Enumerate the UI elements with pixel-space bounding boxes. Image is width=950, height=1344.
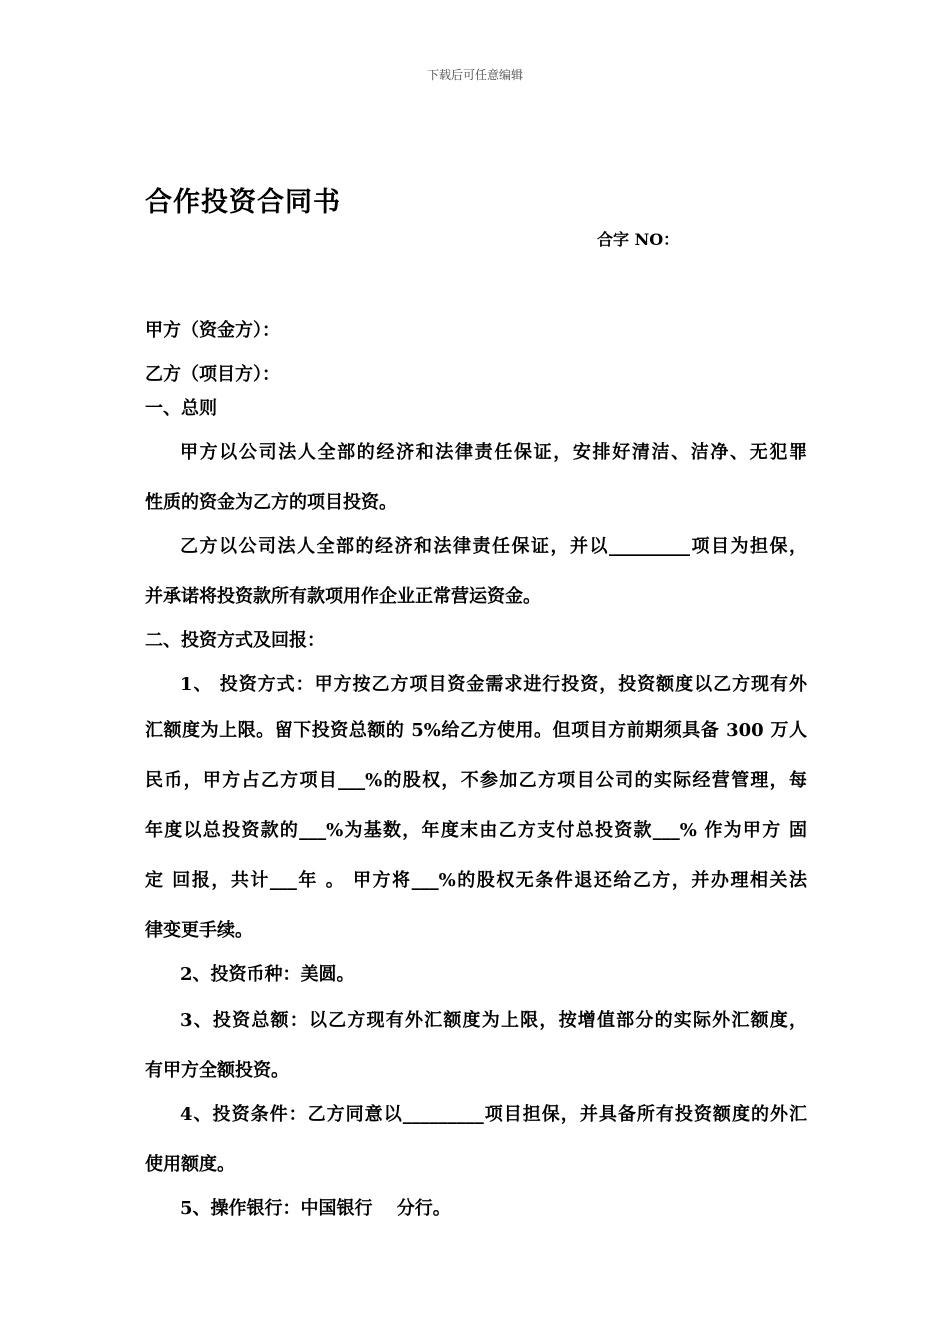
investment-item-3-line-1: 3、投资总额：以乙方现有外汇额度为上限，按增值部分的实际外汇额度，	[180, 1010, 807, 1031]
section-general-heading: 一、总则	[145, 398, 217, 419]
party-b-label: 乙方（项目方）：	[145, 364, 280, 385]
investment-item-4-line-2: 使用额度。	[145, 1154, 235, 1175]
investment-item-1-line-2: 汇额度为上限。留下投资总额的 5%给乙方使用。但项目方前期须具备 300 万人	[145, 720, 807, 741]
investment-item-1-line-4: 年度以总投资款的___%为基数，年度末由乙方支付总投资款___% 作为甲方 固	[145, 820, 807, 841]
investment-item-4-line-1: 4、投资条件：乙方同意以_________项目担保，并具备所有投资额度的外汇	[180, 1104, 807, 1125]
general-paragraph-2-line-1: 乙方以公司法人全部的经济和法律责任保证，并以_________项目为担保，	[180, 536, 807, 557]
general-paragraph-2-line-2: 并承诺将投资款所有款项用作企业正常营运资金。	[145, 586, 541, 607]
general-paragraph-1-line-2: 性质的资金为乙方的项目投资。	[145, 492, 397, 513]
investment-item-1-line-3: 民币，甲方占乙方项目___%的股权，不参加乙方项目公司的实际经营管理，每	[145, 770, 807, 791]
investment-item-1-line-5: 定 回报，共计___年 。 甲方将___%的股权无条件退还给乙方，并办理相关法	[145, 870, 807, 891]
investment-item-1-line-1: 1、 投资方式：甲方按乙方项目资金需求进行投资，投资额度以乙方现有外	[180, 674, 807, 695]
investment-item-3-line-2: 有甲方全额投资。	[145, 1060, 289, 1081]
investment-item-2: 2、投资币种：美圆。	[180, 964, 355, 985]
investment-item-5: 5、操作银行：中国银行 分行。	[180, 1198, 451, 1219]
general-paragraph-1-line-1: 甲方以公司法人全部的经济和法律责任保证，安排好清洁、洁净、无犯罪	[180, 442, 807, 463]
document-title: 合作投资合同书	[145, 187, 341, 218]
investment-item-1-line-6: 律变更手续。	[145, 920, 253, 941]
contract-number-label: 合字 NO：	[597, 230, 680, 249]
section-investment-heading: 二、投资方式及回报：	[145, 630, 325, 651]
download-editable-note: 下载后可任意编辑	[426, 68, 523, 82]
party-a-label: 甲方（资金方）：	[145, 320, 280, 341]
